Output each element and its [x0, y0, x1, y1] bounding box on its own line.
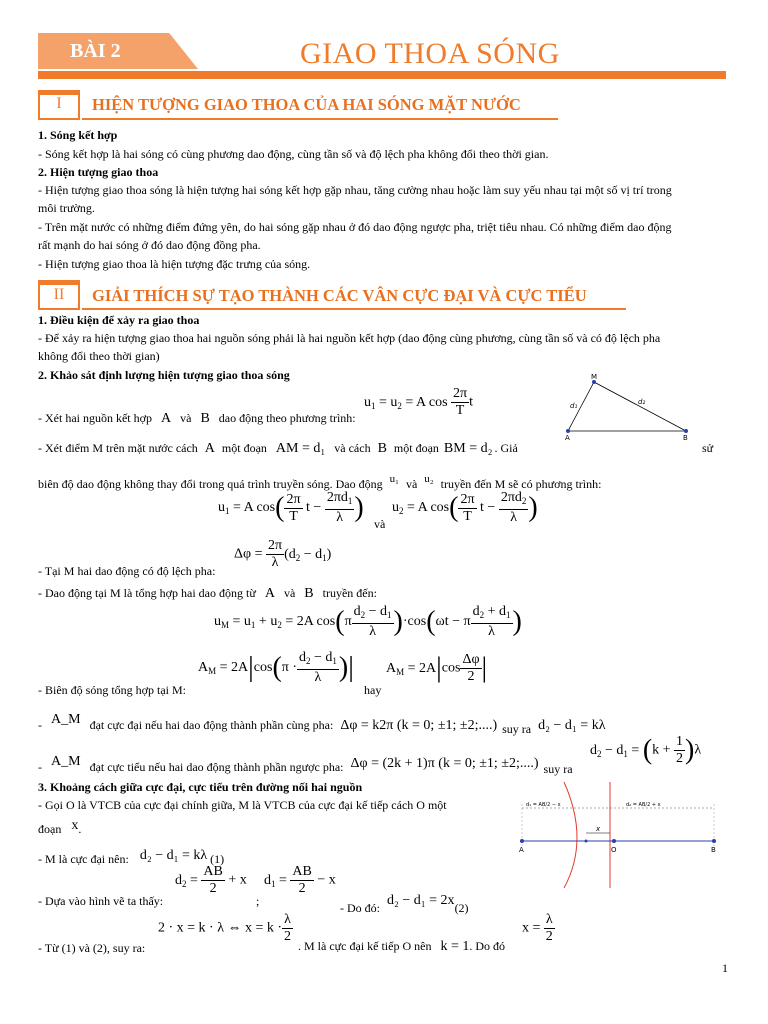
label-O: O	[611, 846, 617, 854]
label-d1: d₁ = AB/2 − x	[526, 802, 561, 808]
heading-2-3: 3. Khoảng cách giữa cực đại, cực tiểu trên đường nối hai nguồn	[38, 780, 363, 794]
interference-figure	[512, 780, 722, 890]
paragraph: không đổi theo thời gian)	[38, 349, 160, 363]
header-bar	[38, 71, 726, 79]
equation-min-result: $d_2 - d_1 = (k$ + $\frac{1}{2}$ )λ	[590, 734, 702, 766]
label-d2: d₂ = AB/2 + x	[626, 802, 661, 808]
lesson-number: BÀI 2	[70, 40, 121, 62]
equation-d2: $d_2$ = $\frac{AB}{2}$ + x	[175, 864, 247, 896]
triangle-figure	[558, 372, 698, 444]
text-sources: - Xét hai nguồn kết hợp A và B dao động theo phương trình:	[38, 411, 356, 426]
text-sum: - Dao động tại M là tổng hợp hai dao động từ A và B truyền đến:	[38, 586, 377, 601]
text-figure: - Dựa vào hình vẽ ta thấy:	[38, 894, 164, 908]
heading-1-1: 1. Sóng kết hợp	[38, 128, 118, 142]
text-amplitude-M: - Biên độ sóng tổng hợp tại M:	[38, 683, 187, 697]
text-therefore: - Do đó: d₂ − d₁ = 2x(2)	[340, 893, 469, 915]
label-A: A	[565, 434, 570, 442]
paragraph: rất mạnh do hai sóng ở đó dao động đồng pha.	[38, 238, 261, 252]
point-B	[712, 839, 716, 843]
equation-x-k: 2 · x = k · λ ⇔ x = k · $\frac{\lambda}{2}$	[158, 912, 291, 944]
paragraph: - Trên mặt nước có những điểm đứng yên, do hai sóng gặp nhau ở đó dao động ngược pha, triệt tiêu nhau. Có những điểm dao động	[38, 220, 672, 234]
page-title: GIAO THOA SÓNG	[300, 37, 560, 70]
label-B: B	[683, 434, 688, 442]
text-M-max: - M là cực đại nên: d₂ − d₁ = kλ (1)	[38, 848, 225, 866]
text-min-condition: - A_M đạt cực tiểu nếu hai dao động thành phần ngược pha: Δφ = (2k + 1)π (k = 0; ±1; ±2;....) suy ra	[38, 754, 573, 776]
page-number: 1	[722, 961, 728, 975]
text-amplitude: biên độ dao động không thay đổi trong quá trình truyền sóng. Dao động u₁ và u₂ truyền đến M sẽ có phương trình:	[38, 473, 602, 491]
point-A	[566, 429, 570, 433]
minimum-curve	[564, 782, 577, 888]
text-max-condition: - A_M đạt cực đại nếu hai dao động thành phần cùng pha: Δφ = k2π (k = 0; ±1; ±2;....) suy ra d₂ − d₁ = kλ	[38, 712, 606, 736]
label-A: A	[519, 846, 524, 854]
equation-amplitude-2: $A_M = 2A|\cos$ $\frac{\Delta\varphi}{2}$ |	[386, 652, 488, 684]
point-A	[520, 839, 524, 843]
section-2-roman: II	[53, 286, 65, 303]
label-x: x	[596, 825, 601, 833]
text-va: và	[374, 517, 386, 531]
equation-uM: $u_M = u_1 + u_2 = 2A$ cos(π $\frac{d_2 - d_1}{\lambda}$ )·cos(ωt − π $\frac{d_2 + d_1}{\lambda}$ )	[214, 604, 522, 639]
text-hay: hay	[364, 683, 382, 697]
equation-u1: $u_1 = A$ cos( $\frac{2\pi}{T}$ t − $\frac{2\pi d_1}{\lambda}$ )	[218, 490, 364, 525]
heading-1-2: 2. Hiện tượng giao thoa	[38, 165, 159, 179]
text-assume: sử	[702, 441, 714, 455]
paragraph: - Hiện tượng giao thoa sóng là hiện tượng hai sóng kết hợp gặp nhau, tăng cường nhau hoặc làm suy yếu nhau tại một số vị trí trong	[38, 183, 672, 197]
paragraph: đoạn x.	[38, 818, 82, 836]
equation-u2: $u_2 = A$ cos( $\frac{2\pi}{T}$ t − $\frac{2\pi d_2}{\lambda}$ )	[392, 490, 538, 525]
equation-amplitude-1: $A_M = 2A|\cos(\pi$ · $\frac{d_2 - d_1}{\lambda}$ )|	[198, 650, 354, 685]
point-B	[684, 429, 688, 433]
section-1-title: HIỆN TƯỢNG GIAO THOA CỦA HAI SÓNG MẶT NƯỚC	[92, 95, 521, 114]
label-M: M	[591, 373, 598, 381]
section-1-underline	[82, 118, 558, 120]
paragraph: - Sóng kết hợp là hai sóng có cùng phương dao động, cùng tần số và độ lệch pha không đổi theo thời gian.	[38, 147, 549, 161]
text-M-next: . M là cực đại kế tiếp O nên k = 1. Do đó	[298, 939, 506, 954]
heading-2-1: 1. Điều kiện để xảy ra giao thoa	[38, 313, 200, 327]
label-B: B	[711, 846, 716, 854]
equation-x-final: x = $\frac{\lambda}{2}$	[522, 912, 553, 944]
equation-u1-u2: $u_1 = u_2 = A$ cos $\frac{2\pi}{T}$ t	[364, 386, 473, 418]
text-from: - Từ (1) và (2), suy ra:	[38, 941, 146, 955]
line-BM	[594, 382, 686, 431]
heading-2-2: 2. Khảo sát định lượng hiện tượng giao thoa sóng	[38, 368, 290, 382]
text-point-M: - Xét điểm M trên mặt nước cách A một đoạn AM = d₁ và cách B một đoạn BM = d₂ . Giả	[38, 441, 518, 456]
label-d2: d₂	[638, 398, 646, 406]
section-2-underline	[82, 308, 626, 310]
text-semicolon: ;	[256, 894, 260, 908]
paragraph: - Hiện tượng giao thoa là hiện tượng đặc trưng của sóng.	[38, 257, 311, 271]
paragraph: - Gọi O là VTCB của cực đại chính giữa, M là VTCB của cực đại kế tiếp cách O một	[38, 798, 447, 812]
paragraph: môi trường.	[38, 201, 95, 215]
equation-d1: $d_1$ = $\frac{AB}{2}$ − x	[264, 864, 336, 896]
section-2-title: GIẢI THÍCH SỰ TẠO THÀNH CÁC VÂN CỰC ĐẠI VÀ CỰC TIỂU	[92, 286, 587, 305]
point-M	[585, 840, 588, 843]
label-d1: d₁	[570, 402, 578, 410]
section-1-roman: I	[56, 95, 62, 112]
paragraph: - Để xảy ra hiện tượng giao thoa hai nguồn sóng phải là hai nguồn kết hợp (dao động cùng phương, cùng tần số và có độ lệch pha	[38, 331, 661, 345]
point-O	[612, 839, 616, 843]
text-phase: - Tại M hai dao động có độ lệch pha:	[38, 564, 216, 578]
equation-phase-diff: Δφ = $\frac{2\pi}{\lambda}$ $(d_2 - d_1)$	[234, 538, 332, 570]
